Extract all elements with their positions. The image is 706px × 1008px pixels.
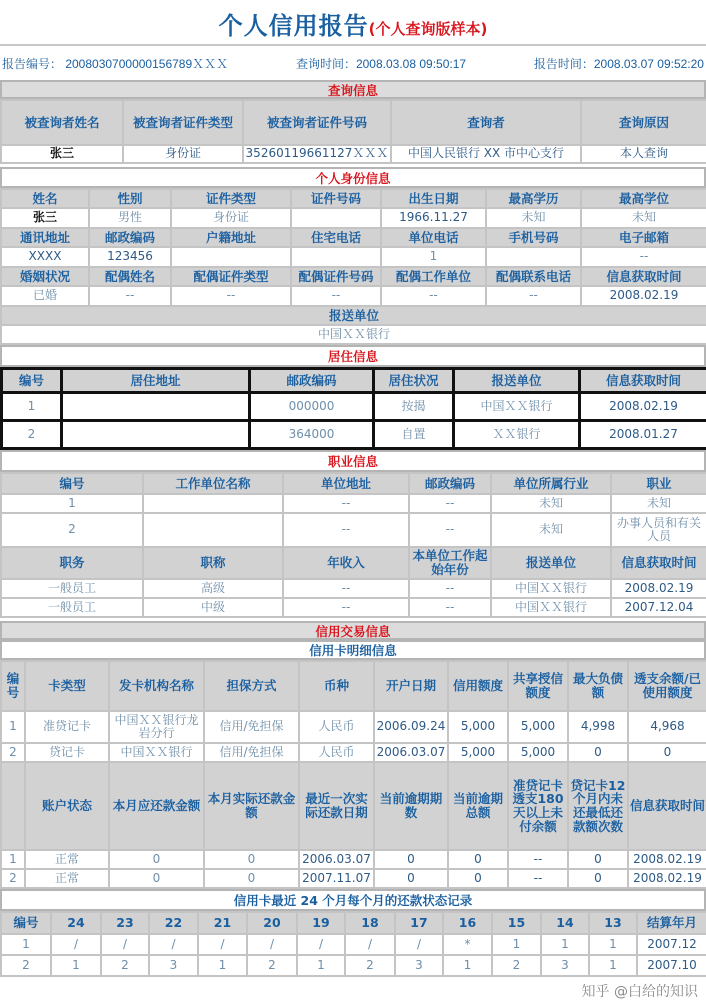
column-header: 邮政编码 <box>250 369 374 393</box>
column-header: 邮政编码 <box>89 228 171 247</box>
table-cell: 办事人员和有关人员 <box>611 513 706 547</box>
table-row <box>1 208 706 228</box>
table-cell: 2 <box>1 869 25 888</box>
column-header: 19 <box>297 912 345 934</box>
column-header: 报送单位 <box>491 547 611 579</box>
table-card <box>0 660 706 889</box>
section-residence: 居住信息 <box>0 345 706 367</box>
section-query: 查询信息 <box>0 80 706 99</box>
table-cell: 按揭 <box>374 393 454 421</box>
column-header: 证件号码 <box>291 189 381 208</box>
report-number: 报告编号： 2008030700000156789ＸＸＸ <box>2 56 229 71</box>
column-header: 透支余额/已使用额度 <box>628 661 706 711</box>
column-header: 本月实际还款金额 <box>204 762 299 850</box>
header-row <box>1 661 706 711</box>
report-meta <box>0 46 706 80</box>
table-cell: 中国ＸＸ银行 <box>454 393 580 421</box>
table-cell: 贷记卡 <box>25 743 109 762</box>
table-cell: 正常 <box>25 850 109 869</box>
table-cell <box>143 513 283 547</box>
column-header: 出生日期 <box>381 189 486 208</box>
table-cell: 未知 <box>581 208 706 228</box>
table-cell: -- <box>581 247 706 267</box>
table-identity <box>0 188 706 345</box>
column-header: 20 <box>247 912 297 934</box>
table-cell: / <box>149 934 198 955</box>
table-cell: / <box>101 934 149 955</box>
table-row <box>1 494 706 513</box>
table-cell: 2 <box>2 421 62 449</box>
table-cell: 0 <box>204 869 299 888</box>
table-cell: -- <box>381 286 486 306</box>
report-title <box>0 0 706 44</box>
table-cell: 2008.02.19 <box>611 579 706 598</box>
column-header: 最大负债额 <box>568 661 628 711</box>
table-cell: -- <box>409 579 491 598</box>
table-cell: 2006.03.07 <box>374 743 448 762</box>
table-cell: 人民币 <box>299 711 374 743</box>
table-cell: 0 <box>568 850 628 869</box>
table-cell: / <box>198 934 247 955</box>
table-cell <box>62 393 250 421</box>
table-cell: / <box>345 934 395 955</box>
table-cell: 1 <box>541 934 589 955</box>
column-header: 结算年月 <box>637 912 706 934</box>
table-cell: 一般员工 <box>1 579 143 598</box>
column-header: 编号 <box>2 369 62 393</box>
table-cell: 0 <box>448 850 508 869</box>
column-header: 当前逾期期数 <box>374 762 448 850</box>
table-cell: 2006.03.07 <box>299 850 374 869</box>
column-header: 户籍地址 <box>171 228 291 247</box>
table-row <box>1 325 706 344</box>
column-header: 信息获取时间 <box>628 762 706 850</box>
table-row <box>1 955 706 976</box>
table-cell: -- <box>508 869 568 888</box>
table-cell: 4,968 <box>628 711 706 743</box>
table-query <box>0 99 706 164</box>
column-header: 职称 <box>143 547 283 579</box>
table-cell: 高级 <box>143 579 283 598</box>
column-header: 16 <box>443 912 492 934</box>
table-cell: 2 <box>1 513 143 547</box>
table-cell: 0 <box>568 869 628 888</box>
column-header: 住宅电话 <box>291 228 381 247</box>
column-header: 电子邮箱 <box>581 228 706 247</box>
column-header: 被查询者姓名 <box>1 100 123 145</box>
table-residence <box>0 367 706 450</box>
table-cell: / <box>51 934 101 955</box>
table-cell: -- <box>171 286 291 306</box>
table-cell: 男性 <box>89 208 171 228</box>
table-cell: 1 <box>381 247 486 267</box>
table-cell: 364000 <box>250 421 374 449</box>
table-cell: 人民币 <box>299 743 374 762</box>
table-cell: 张三 <box>1 145 123 163</box>
column-header: 姓名 <box>1 189 89 208</box>
table-cell: 2006.09.24 <box>374 711 448 743</box>
table-cell: 2 <box>492 955 541 976</box>
table-cell: -- <box>283 598 409 617</box>
table-row <box>2 393 706 421</box>
column-header: 账户状态 <box>25 762 109 850</box>
table-row <box>1 145 706 163</box>
header-row <box>1 267 706 286</box>
table-cell: 未知 <box>491 513 611 547</box>
table-cell: 中国ＸＸ银行 <box>109 743 204 762</box>
table-cell: 2 <box>1 955 51 976</box>
table-cell <box>291 247 381 267</box>
column-header: 证件类型 <box>171 189 291 208</box>
header-row <box>1 189 706 208</box>
column-header: 本单位工作起始年份 <box>409 547 491 579</box>
column-header: 18 <box>345 912 395 934</box>
table-cell: / <box>297 934 345 955</box>
table-cell: 中国ＸＸ银行 <box>1 325 706 344</box>
column-header: 年收入 <box>283 547 409 579</box>
watermark: 知乎 @白给的知识 <box>581 984 698 1000</box>
table-cell: ＸＸ银行 <box>454 421 580 449</box>
column-header: 婚姻状况 <box>1 267 89 286</box>
column-header: 单位所属行业 <box>491 473 611 494</box>
table-cell: 3 <box>395 955 443 976</box>
table-cell <box>486 247 581 267</box>
table-cell: 2008.02.19 <box>581 286 706 306</box>
column-header: 配偶联系电话 <box>486 267 581 286</box>
column-header: 居住地址 <box>62 369 250 393</box>
table-cell: 0 <box>374 869 448 888</box>
table-cell: 2008.02.19 <box>580 393 706 421</box>
table-cell: 准贷记卡 <box>25 711 109 743</box>
table-cell: 张三 <box>1 208 89 228</box>
column-header: 开户日期 <box>374 661 448 711</box>
table-cell: 中国ＸＸ银行 <box>491 579 611 598</box>
section-card-detail: 信用卡明细信息 <box>0 640 706 660</box>
column-header: 查询原因 <box>581 100 706 145</box>
table-cell: 1 <box>1 850 25 869</box>
column-header: 发卡机构名称 <box>109 661 204 711</box>
title-text: 个人信用报告 <box>218 12 369 40</box>
table-repay24 <box>0 911 706 977</box>
table-row <box>1 711 706 743</box>
report-time: 报告时间：2008.03.07 09:52:20 <box>533 56 704 71</box>
column-header: 手机号码 <box>486 228 581 247</box>
table-cell: -- <box>283 513 409 547</box>
table-cell: 1 <box>492 934 541 955</box>
table-cell: 1966.11.27 <box>381 208 486 228</box>
table-cell: -- <box>486 286 581 306</box>
column-header: 23 <box>101 912 149 934</box>
table-row <box>1 598 706 617</box>
table-row <box>1 934 706 955</box>
table-cell: 0 <box>204 850 299 869</box>
table-cell: 1 <box>589 955 637 976</box>
column-header: 贷记卡12个月内未还最低还款额次数 <box>568 762 628 850</box>
column-header: 15 <box>492 912 541 934</box>
table-cell: 35260119661127ＸＸＸ <box>243 145 391 163</box>
table-row <box>2 421 706 449</box>
table-cell: 2 <box>345 955 395 976</box>
table-cell: -- <box>283 579 409 598</box>
header-row <box>1 306 706 325</box>
header-row <box>1 228 706 247</box>
column-header: 职业 <box>611 473 706 494</box>
column-header: 本月应还款金额 <box>109 762 204 850</box>
header-row <box>1 912 706 934</box>
table-cell: 4,998 <box>568 711 628 743</box>
column-header: 查询者 <box>391 100 581 145</box>
table-cell: 2007.10 <box>637 955 706 976</box>
table-cell <box>171 247 291 267</box>
table-cell: -- <box>89 286 171 306</box>
table-cell: 未知 <box>486 208 581 228</box>
column-header: 信息获取时间 <box>611 547 706 579</box>
column-header: 准贷记卡透支180天以上未付余额 <box>508 762 568 850</box>
table-cell: 2 <box>101 955 149 976</box>
table-cell: 1 <box>443 955 492 976</box>
column-header: 22 <box>149 912 198 934</box>
table-cell: 123456 <box>89 247 171 267</box>
table-cell: 0 <box>109 850 204 869</box>
column-header: 配偶姓名 <box>89 267 171 286</box>
table-cell: 5,000 <box>448 743 508 762</box>
column-header: 通讯地址 <box>1 228 89 247</box>
column-header: 14 <box>541 912 589 934</box>
table-row <box>1 286 706 306</box>
table-cell: 2007.12.04 <box>611 598 706 617</box>
table-cell <box>291 208 381 228</box>
table-cell: 中国ＸＸ银行龙岩分行 <box>109 711 204 743</box>
column-header: 编号 <box>1 912 51 934</box>
table-cell: 0 <box>568 743 628 762</box>
table-cell: 2 <box>1 743 25 762</box>
column-header: 24 <box>51 912 101 934</box>
column-header: 居住状况 <box>374 369 454 393</box>
table-cell: 5,000 <box>508 711 568 743</box>
table-cell: 自置 <box>374 421 454 449</box>
table-cell: 3 <box>149 955 198 976</box>
header-row <box>1 100 706 145</box>
column-header: 性别 <box>89 189 171 208</box>
table-cell: -- <box>508 850 568 869</box>
subtitle: (个人查询版样本) <box>368 20 488 38</box>
column-header: 信用额度 <box>448 661 508 711</box>
table-cell: 信用/免担保 <box>204 711 299 743</box>
table-cell <box>62 421 250 449</box>
table-cell: 0 <box>374 850 448 869</box>
column-header: 单位电话 <box>381 228 486 247</box>
column-header: 最近一次实际还款日期 <box>299 762 374 850</box>
table-cell: -- <box>291 286 381 306</box>
table-row <box>1 247 706 267</box>
column-header: 职务 <box>1 547 143 579</box>
table-cell: 2007.12 <box>637 934 706 955</box>
table-cell: 未知 <box>611 494 706 513</box>
column-header: 编号 <box>1 473 143 494</box>
table-cell: 1 <box>1 934 51 955</box>
column-header: 最高学历 <box>486 189 581 208</box>
table-cell: 未知 <box>491 494 611 513</box>
section-identity: 个人身份信息 <box>0 167 706 188</box>
table-cell: / <box>395 934 443 955</box>
column-header: 编号 <box>1 661 25 711</box>
table-cell: 正常 <box>25 869 109 888</box>
column-header: 报送单位 <box>454 369 580 393</box>
table-cell <box>143 494 283 513</box>
table-cell: 中级 <box>143 598 283 617</box>
column-header: 最高学位 <box>581 189 706 208</box>
table-cell: 1 <box>2 393 62 421</box>
table-cell: * <box>443 934 492 955</box>
table-cell: 中国ＸＸ银行 <box>491 598 611 617</box>
table-cell: 已婚 <box>1 286 89 306</box>
table-row <box>1 579 706 598</box>
table-cell: -- <box>409 494 491 513</box>
column-header: 信息获取时间 <box>581 267 706 286</box>
table-cell: 1 <box>51 955 101 976</box>
table-cell: -- <box>409 598 491 617</box>
table-row <box>1 869 706 888</box>
column-header: 币种 <box>299 661 374 711</box>
section-repay24: 信用卡最近 24 个月每个月的还款状态记录 <box>0 889 706 911</box>
table-cell: 本人查询 <box>581 145 706 163</box>
header-row <box>1 547 706 579</box>
column-header: 卡类型 <box>25 661 109 711</box>
table-cell: 5,000 <box>448 711 508 743</box>
header-row <box>2 369 706 393</box>
column-header: 当前逾期总额 <box>448 762 508 850</box>
table-cell: -- <box>283 494 409 513</box>
table-cell: 2008.02.19 <box>628 850 706 869</box>
header-row <box>1 762 706 850</box>
table-cell: 1 <box>1 711 25 743</box>
query-time: 查询时间：2008.03.08 09:50:17 <box>295 56 467 71</box>
column-header: 单位地址 <box>283 473 409 494</box>
table-cell: 2 <box>247 955 297 976</box>
column-header: 担保方式 <box>204 661 299 711</box>
column-header: 17 <box>395 912 443 934</box>
column-header: 配偶证件类型 <box>171 267 291 286</box>
column-header: 信息获取时间 <box>580 369 706 393</box>
column-header: 配偶证件号码 <box>291 267 381 286</box>
table-cell: 1 <box>589 934 637 955</box>
header-row <box>1 473 706 494</box>
column-header: 13 <box>589 912 637 934</box>
table-cell: 0 <box>628 743 706 762</box>
section-credit: 信用交易信息 <box>0 621 706 640</box>
table-row <box>1 513 706 547</box>
table-cell: / <box>247 934 297 955</box>
table-cell: 身份证 <box>171 208 291 228</box>
table-cell: 0 <box>109 869 204 888</box>
table-cell: 2008.01.27 <box>580 421 706 449</box>
table-cell: 0 <box>448 869 508 888</box>
column-header: 配偶工作单位 <box>381 267 486 286</box>
table-cell: 1 <box>198 955 247 976</box>
table-cell: 000000 <box>250 393 374 421</box>
table-row <box>1 850 706 869</box>
table-cell: 中国人民银行 XX 市中心支行 <box>391 145 581 163</box>
section-occupation: 职业信息 <box>0 450 706 472</box>
table-cell: 1 <box>297 955 345 976</box>
column-header: 邮政编码 <box>409 473 491 494</box>
column-header: 共享授信额度 <box>508 661 568 711</box>
table-cell: 身份证 <box>123 145 243 163</box>
table-cell: -- <box>409 513 491 547</box>
table-cell: 3 <box>541 955 589 976</box>
column-header: 被查询者证件类型 <box>123 100 243 145</box>
table-cell: 2007.11.07 <box>299 869 374 888</box>
table-cell: 一般员工 <box>1 598 143 617</box>
table-cell: 2008.02.19 <box>628 869 706 888</box>
column-header: 被查询者证件号码 <box>243 100 391 145</box>
table-cell: 5,000 <box>508 743 568 762</box>
table-cell: 1 <box>1 494 143 513</box>
table-cell: XXXX <box>1 247 89 267</box>
table-occupation <box>0 472 706 618</box>
column-header: 工作单位名称 <box>143 473 283 494</box>
column-header <box>1 762 25 850</box>
table-row <box>1 743 706 762</box>
table-cell: 信用/免担保 <box>204 743 299 762</box>
column-header: 报送单位 <box>1 306 706 325</box>
column-header: 21 <box>198 912 247 934</box>
